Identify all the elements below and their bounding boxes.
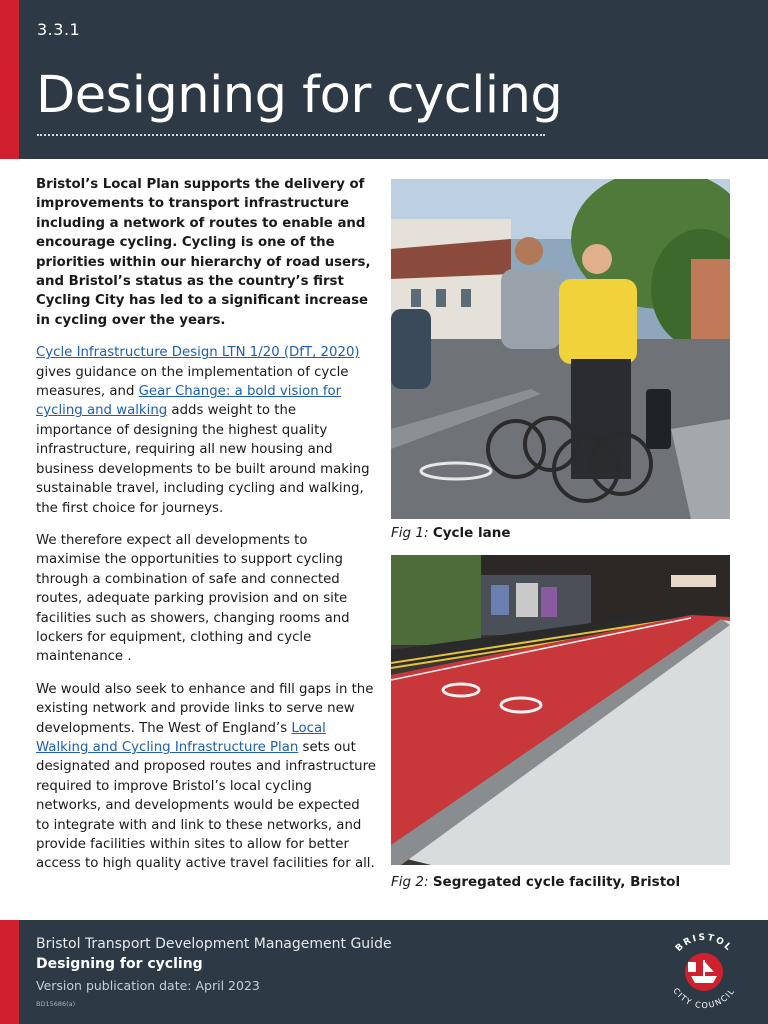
footer-guide-name: Bristol Transport Development Management Guide	[36, 936, 392, 952]
network-paragraph	[36, 680, 376, 874]
fig1-cycle-lane-photo	[391, 179, 730, 519]
page-title: Designing for cycling	[36, 66, 563, 125]
body-text	[36, 175, 376, 887]
network-text-1: We would also seek to enhance and fill gaps in the existing network and provide links to serve new developments. The West of England’s	[36, 681, 374, 736]
guidance-text-2: adds weight to the importance of designing the highest quality infrastructure, requiring all new housing and business developments to be built around making sustainable travel, including cycling and walking, the first choice for journeys.	[36, 403, 370, 516]
title-divider	[37, 134, 545, 136]
fig1-label: Fig 1:	[391, 525, 429, 541]
header-accent-bar	[0, 0, 19, 159]
fig1-caption-text: Cycle lane	[432, 525, 511, 541]
page-header	[0, 0, 768, 159]
footer-accent-bar	[0, 920, 19, 1024]
svg-text:BRISTOL: BRISTOL	[674, 932, 735, 954]
section-number: 3.3.1	[37, 20, 81, 39]
intro-paragraph: Bristol’s Local Plan supports the delivery of improvements to transport infrastructure including a network of routes to enable and encourage cycling. Cycling is one of the priorities within our hierarchy of road users, and Bristol’s status as the country’s first Cycling City has led to a significant increase in cycling over the years.	[36, 177, 371, 328]
network-text-2: sets out designated and proposed routes and infrastructure required to improve Bristol’s local cycling networks, and developments would be expected to integrate with and link to these networks, and provide facilities within sites to allow for better access to high quality active travel facilities for all.	[36, 739, 376, 872]
fig1-caption	[391, 525, 511, 541]
fig2-caption-text: Segregated cycle facility, Bristol	[432, 874, 681, 890]
guidance-paragraph	[36, 343, 376, 518]
guidance-text-1: gives guidance on the implementation of cycle measures, and	[36, 364, 349, 400]
svg-text:CITY COUNCIL: CITY COUNCIL	[671, 986, 737, 1011]
ltn-link[interactable]: Cycle Infrastructure Design LTN 1/20 (DfT, 2020)	[36, 345, 360, 361]
footer-publication-date: Version publication date: April 2023	[36, 978, 260, 993]
bristol-city-council-logo	[658, 926, 750, 1018]
lcwip-link[interactable]: Local Walking and Cycling Infrastructure Plan	[36, 720, 326, 755]
footer-document-code: BD15686(a)	[36, 1000, 76, 1008]
fig2-segregated-facility-photo	[391, 555, 730, 865]
footer-section-title: Designing for cycling	[36, 956, 203, 972]
fig2-label: Fig 2:	[391, 874, 429, 890]
page-footer	[0, 920, 768, 1024]
expectations-paragraph: We therefore expect all developments to maximise the opportunities to support cycling through a combination of safe and connected routes, adequate parking provision and on site facilities such as showers, changing rooms and lockers for equipment, clothing and cycle maintenance .	[36, 532, 350, 665]
fig2-caption	[391, 874, 680, 890]
gear-change-link[interactable]: Gear Change: a bold vision for cycling and walking	[36, 384, 342, 419]
